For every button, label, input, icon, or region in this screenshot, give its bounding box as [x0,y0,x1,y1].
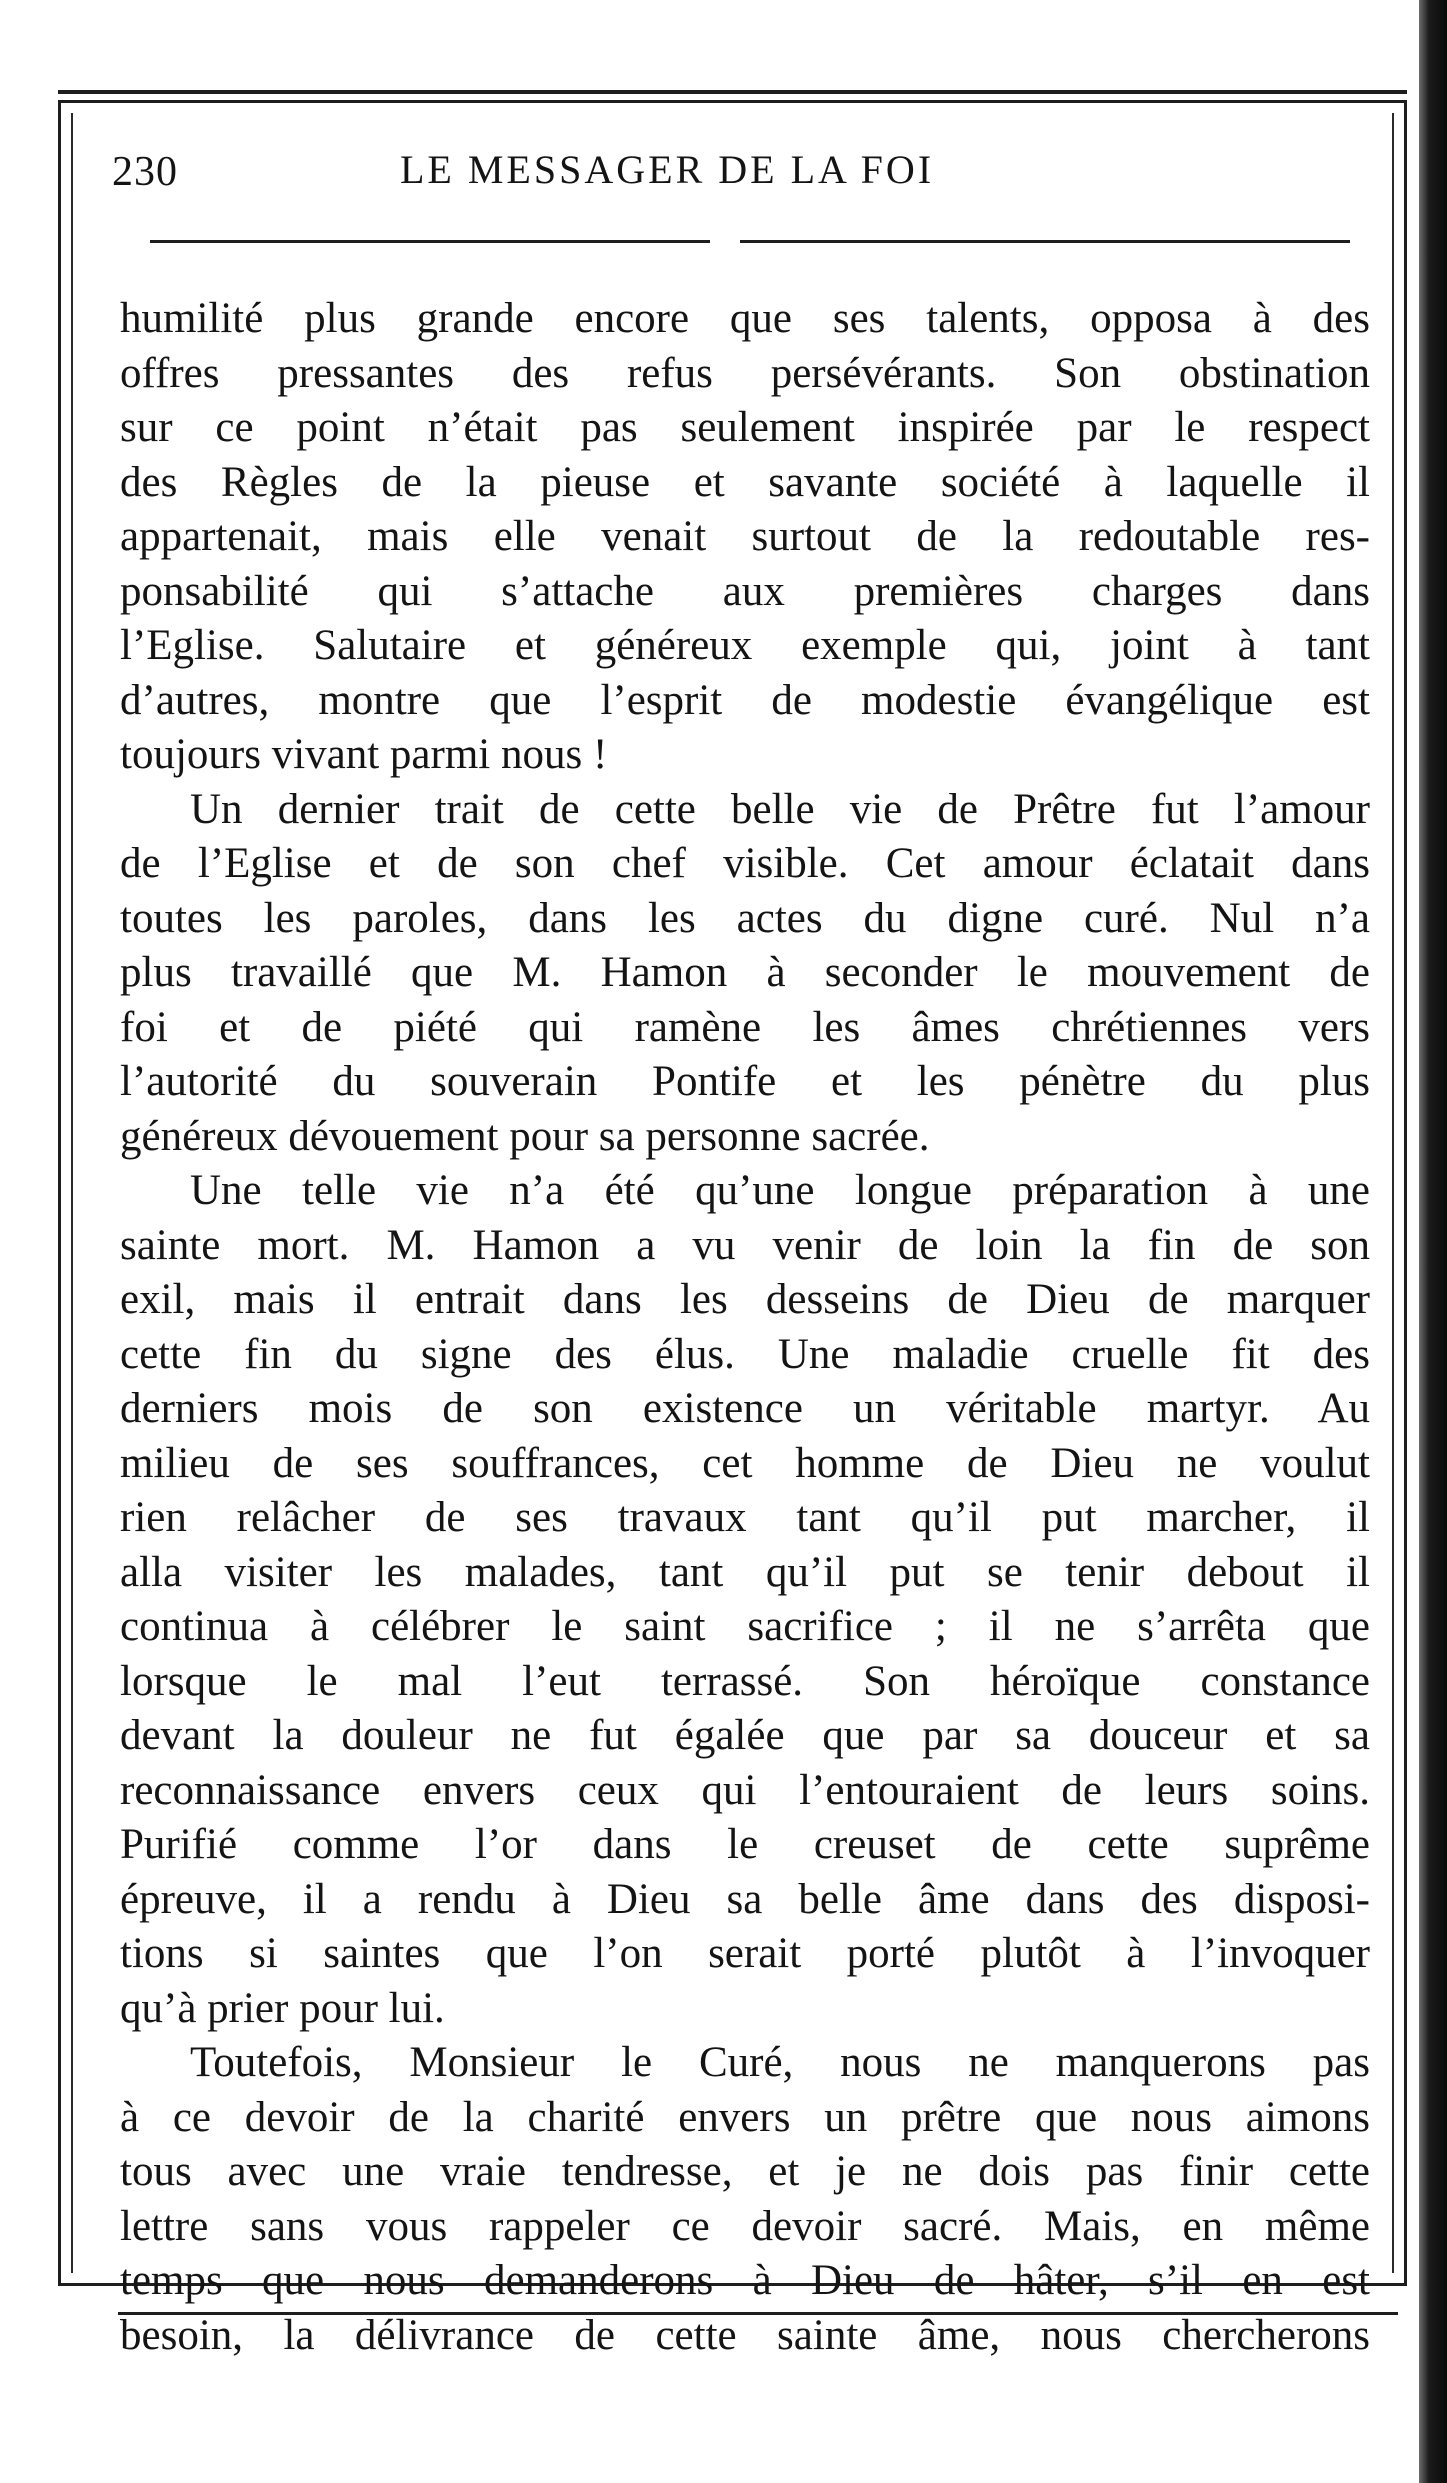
text-line: généreux dévouement pour sa personne sacrée. [120,1112,930,1160]
text-line: cette fin du signe des élus. Une maladie cruelle fit des [120,1330,1370,1378]
text-line: tions si saintes que l’on serait porté plutôt à l’invoquer [120,1930,1370,1977]
text-line: continua à célébrer le saint sacrifice ; il ne s’arrêta que [120,1603,1370,1650]
text-line: Une telle vie n’a été qu’une longue préparation à une [190,1167,1370,1214]
text-line: lorsque le mal l’eut terrassé. Son héroïque constance [120,1657,1370,1705]
text-line: foi et de piété qui ramène les âmes chrétiennes vers [120,1003,1370,1051]
text-line: milieu de ses souffrances, cet homme de Dieu ne voulut [120,1439,1370,1487]
text-line: l’Eglise. Salutaire et généreux exemple qui, joint à tant [120,622,1370,669]
header-rule-right [740,240,1350,243]
text-line: alla visiter les malades, tant qu’il put se tenir debout il [120,1548,1370,1596]
text-line: Toutefois, Monsieur le Curé, nous ne manquerons pas [190,2039,1370,2086]
text-line: qu’à prier pour lui. [120,1984,445,2032]
text-line: besoin, la délivrance de cette sainte âme, nous chercherons [120,2311,1370,2359]
text-line: sur ce point n’était pas seulement inspirée par le respect [120,404,1370,451]
text-line: offres pressantes des refus persévérants. Son obstination [120,349,1370,397]
text-line: rien relâcher de ses travaux tant qu’il put marcher, il [120,1494,1370,1541]
top-border-rule [58,90,1407,94]
text-line: à ce devoir de la charité envers un prêtre que nous aimons [120,2093,1370,2141]
scan-edge-shadow [1419,0,1447,2483]
text-line: appartenait, mais elle venait surtout de la redoutable res- [120,513,1370,560]
text-line: tous avec une vraie tendresse, et je ne dois pas finir cette [120,2148,1370,2195]
body-text [120,292,1370,2363]
text-line: ponsabilité qui s’attache aux premières charges dans [120,567,1370,615]
text-line: des Règles de la pieuse et savante société à laquelle il [120,458,1370,506]
text-line: reconnaissance envers ceux qui l’entouraient de leurs soins. [120,1766,1370,1814]
running-title: LE MESSAGER DE LA FOI [400,147,935,192]
text-line: d’autres, montre que l’esprit de modestie évangélique est [120,676,1370,724]
text-line: devant la douleur ne fut égalée que par sa douceur et sa [120,1712,1370,1759]
text-line: l’autorité du souverain Pontife et les pénètre du plus [120,1058,1370,1105]
text-line: épreuve, il a rendu à Dieu sa belle âme dans des disposi- [120,1875,1370,1923]
text-line: lettre sans vous rappeler ce devoir sacré. Mais, en même [120,2202,1370,2250]
text-line: temps que nous demanderons à Dieu de hâter, s’il en est [120,2257,1370,2304]
text-line: de l’Eglise et de son chef visible. Cet amour éclatait dans [120,840,1370,887]
header-rule-left [150,240,710,243]
text-line: humilité plus grande encore que ses talents, opposa à des [120,295,1370,342]
page-number: 230 [112,149,178,195]
text-line: Purifié comme l’or dans le creuset de cette suprême [120,1821,1370,1868]
text-line: sainte mort. M. Hamon a vu venir de loin la fin de son [120,1221,1370,1269]
text-line: derniers mois de son existence un véritable martyr. Au [120,1385,1370,1432]
text-line: Un dernier trait de cette belle vie de Prêtre fut l’amour [190,785,1370,833]
text-line: toutes les paroles, dans les actes du digne curé. Nul n’a [120,894,1370,942]
text-line: exil, mais il entrait dans les desseins de Dieu de marquer [120,1276,1370,1323]
text-line: plus travaillé que M. Hamon à seconder le mouvement de [120,949,1370,996]
text-line: toujours vivant parmi nous ! [120,731,608,778]
